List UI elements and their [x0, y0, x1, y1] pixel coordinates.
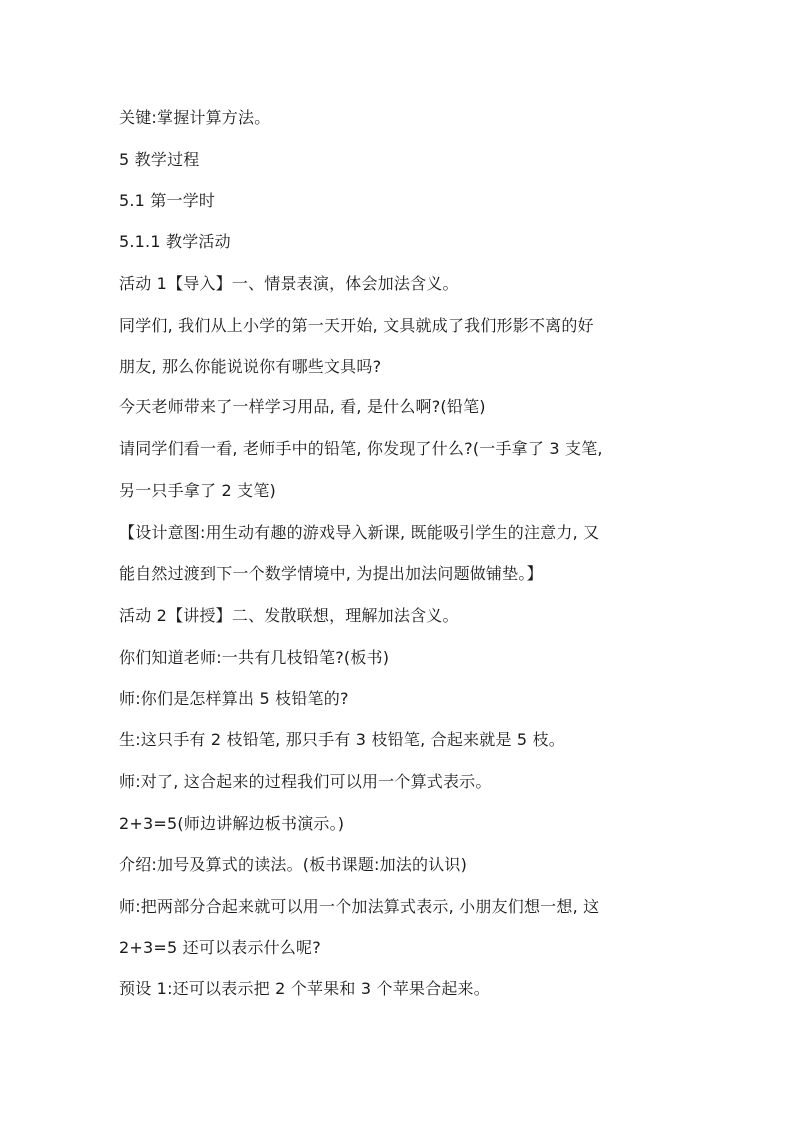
- activity-1-heading: 活动 1【导入】一、情景表演，体会加法含义。: [119, 274, 459, 293]
- paragraph-line: 师:对了, 这合起来的过程我们可以用一个算式表示。: [119, 772, 492, 791]
- paragraph-line: 今天老师带来了一样学习用品, 看, 是什么啊?(铅笔): [119, 397, 486, 416]
- subsubsection-heading-teaching-activity: 5.1.1 教学活动: [119, 232, 231, 251]
- paragraph-line: 朋友, 那么你能说说你有哪些文具吗?: [119, 357, 382, 376]
- section-heading-teaching-process: 5 教学过程: [119, 150, 200, 169]
- paragraph-line: 生:这只手有 2 枝铅笔, 那只手有 3 枝铅笔, 合起来就是 5 枝。: [119, 730, 565, 749]
- paragraph-line: 请同学们看一看, 老师手中的铅笔, 你发现了什么?(一手拿了 3 支笔,: [119, 439, 603, 458]
- paragraph-line: 预设 1:还可以表示把 2 个苹果和 3 个苹果合起来。: [119, 979, 490, 998]
- paragraph-line: 师:把两部分合起来就可以用一个加法算式表示, 小朋友们想一想, 这: [119, 897, 600, 916]
- activity-2-heading: 活动 2【讲授】二、发散联想，理解加法含义。: [119, 606, 459, 625]
- paragraph-line: 师:你们是怎样算出 5 枝铅笔的?: [119, 689, 349, 708]
- design-intent-line: 能自然过渡到下一个数学情境中, 为提出加法问题做铺垫。】: [119, 564, 543, 583]
- paragraph-line: 2+3=5 还可以表示什么呢?: [119, 938, 321, 957]
- paragraph-line: 另一只手拿了 2 支笔): [119, 481, 276, 500]
- paragraph-line: 介绍:加号及算式的读法。(板书课题:加法的认识): [119, 855, 468, 874]
- paragraph-line: 2+3=5(师边讲解边板书演示。): [119, 814, 345, 833]
- paragraph-line: 同学们, 我们从上小学的第一天开始, 文具就成了我们形影不离的好: [119, 316, 594, 335]
- paragraph-line: 你们知道老师:一共有几枝铅笔?(板书): [119, 648, 390, 667]
- design-intent-line: 【设计意图:用生动有趣的游戏导入新课, 既能吸引学生的注意力, 又: [119, 523, 600, 542]
- key-point-line: 关键:掌握计算方法。: [119, 108, 271, 127]
- subsection-heading-first-period: 5.1 第一学时: [119, 191, 216, 210]
